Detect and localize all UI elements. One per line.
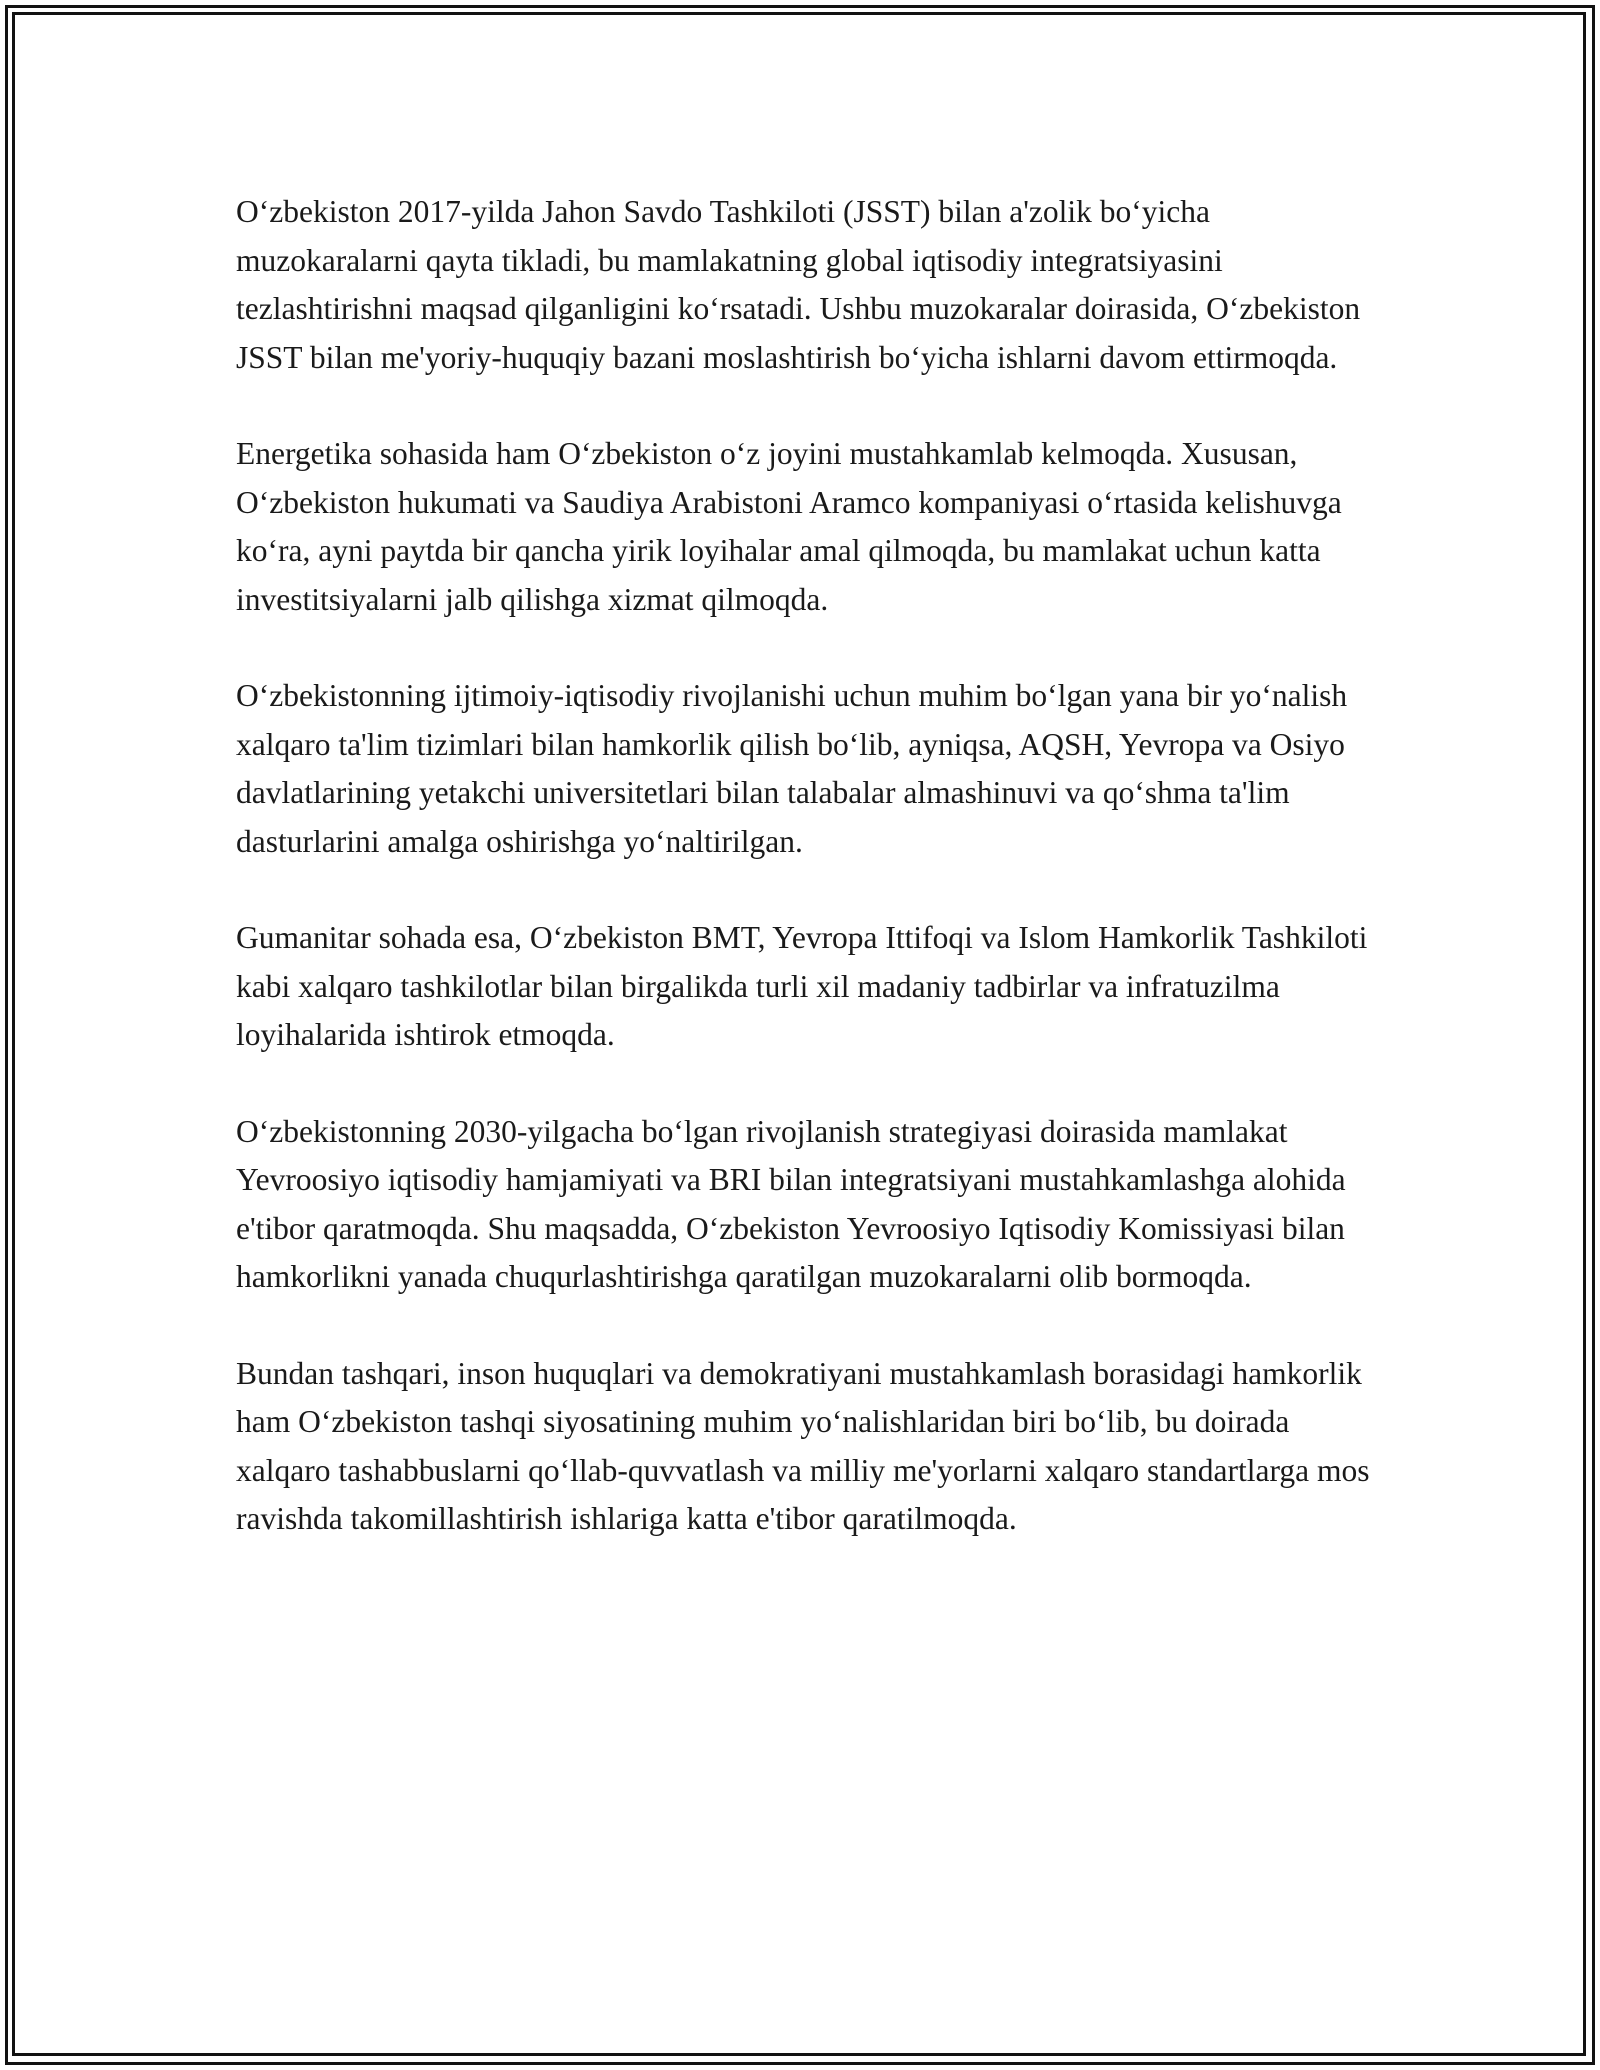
- paragraph-human-rights: Bundan tashqari, inson huquqlari va demokratiyani mustahkamlash borasidagi hamkorlik ham O‘zbekiston tashqi siyosatining muhim yo‘nalishlaridan biri bo‘lib, bu doirada xalqaro tashabbuslarni qo‘llab-quvvatlash va milliy me'yorlarni xalqaro standartlarga mos ravishda takomillashtirish ishlariga katta e'tibor qaratilmoqda.: [236, 1355, 1370, 1536]
- paragraph-humanitarian: Gumanitar sohada esa, O‘zbekiston BMT, Yevropa Ittifoqi va Islom Hamkorlik Tashkiloti kabi xalqaro tashkilotlar bilan birgalikda turli xil madaniy tadbirlar va infratuzilma loyihalarida ishtirok etmoqda.: [236, 920, 1368, 1052]
- paragraph-wto: O‘zbekiston 2017-yilda Jahon Savdo Tashkiloti (JSST) bilan a'zolik bo‘yicha muzokaralarni qayta tikladi, bu mamlakatning global iqtisodiy integratsiyasini tezlashtirishni maqsad qilganligini ko‘rsatadi. Ushbu muzokaralar doirasida, O‘zbekiston JSST bilan me'yoriy-huquqiy bazani moslashtirish bo‘yicha ishlarni davom ettirmoqda.: [236, 194, 1361, 375]
- paragraph-energy: Energetika sohasida ham O‘zbekiston o‘z joyini mustahkamlab kelmoqda. Xususan, O‘zbekiston hukumati va Saudiya Arabistoni Aramco kompaniyasi o‘rtasida kelishuvga ko‘ra, ayni paytda bir qancha yirik loyihalar amal qilmoqda, bu mamlakat uchun katta investitsiyalarni jalb qilishga xizmat qilmoqda.: [236, 436, 1342, 617]
- paragraph-strategy-2030: O‘zbekistonning 2030-yilgacha bo‘lgan rivojlanish strategiyasi doirasida mamlakat Yevroosiyo iqtisodiy hamjamiyati va BRI bilan integratsiyani mustahkamlashga alohida e'tibor qaratmoqda. Shu maqsadda, O‘zbekiston Yevroosiyo Iqtisodiy Komissiyasi bilan hamkorlikni yanada chuqurlashtirishga qaratilgan muzokaralarni olib bormoqda.: [236, 1113, 1346, 1294]
- document-body: [236, 188, 1386, 1544]
- paragraph-education: O‘zbekistonning ijtimoiy-iqtisodiy rivojlanishi uchun muhim bo‘lgan yana bir yo‘nalish xalqaro ta'lim tizimlari bilan hamkorlik qilish bo‘lib, ayniqsa, AQSH, Yevropa va Osiyo davlatlarining yetakchi universitetlari bilan talabalar almashinuvi va qo‘shma ta'lim dasturlarini amalga oshirishga yo‘naltirilgan.: [236, 678, 1348, 859]
